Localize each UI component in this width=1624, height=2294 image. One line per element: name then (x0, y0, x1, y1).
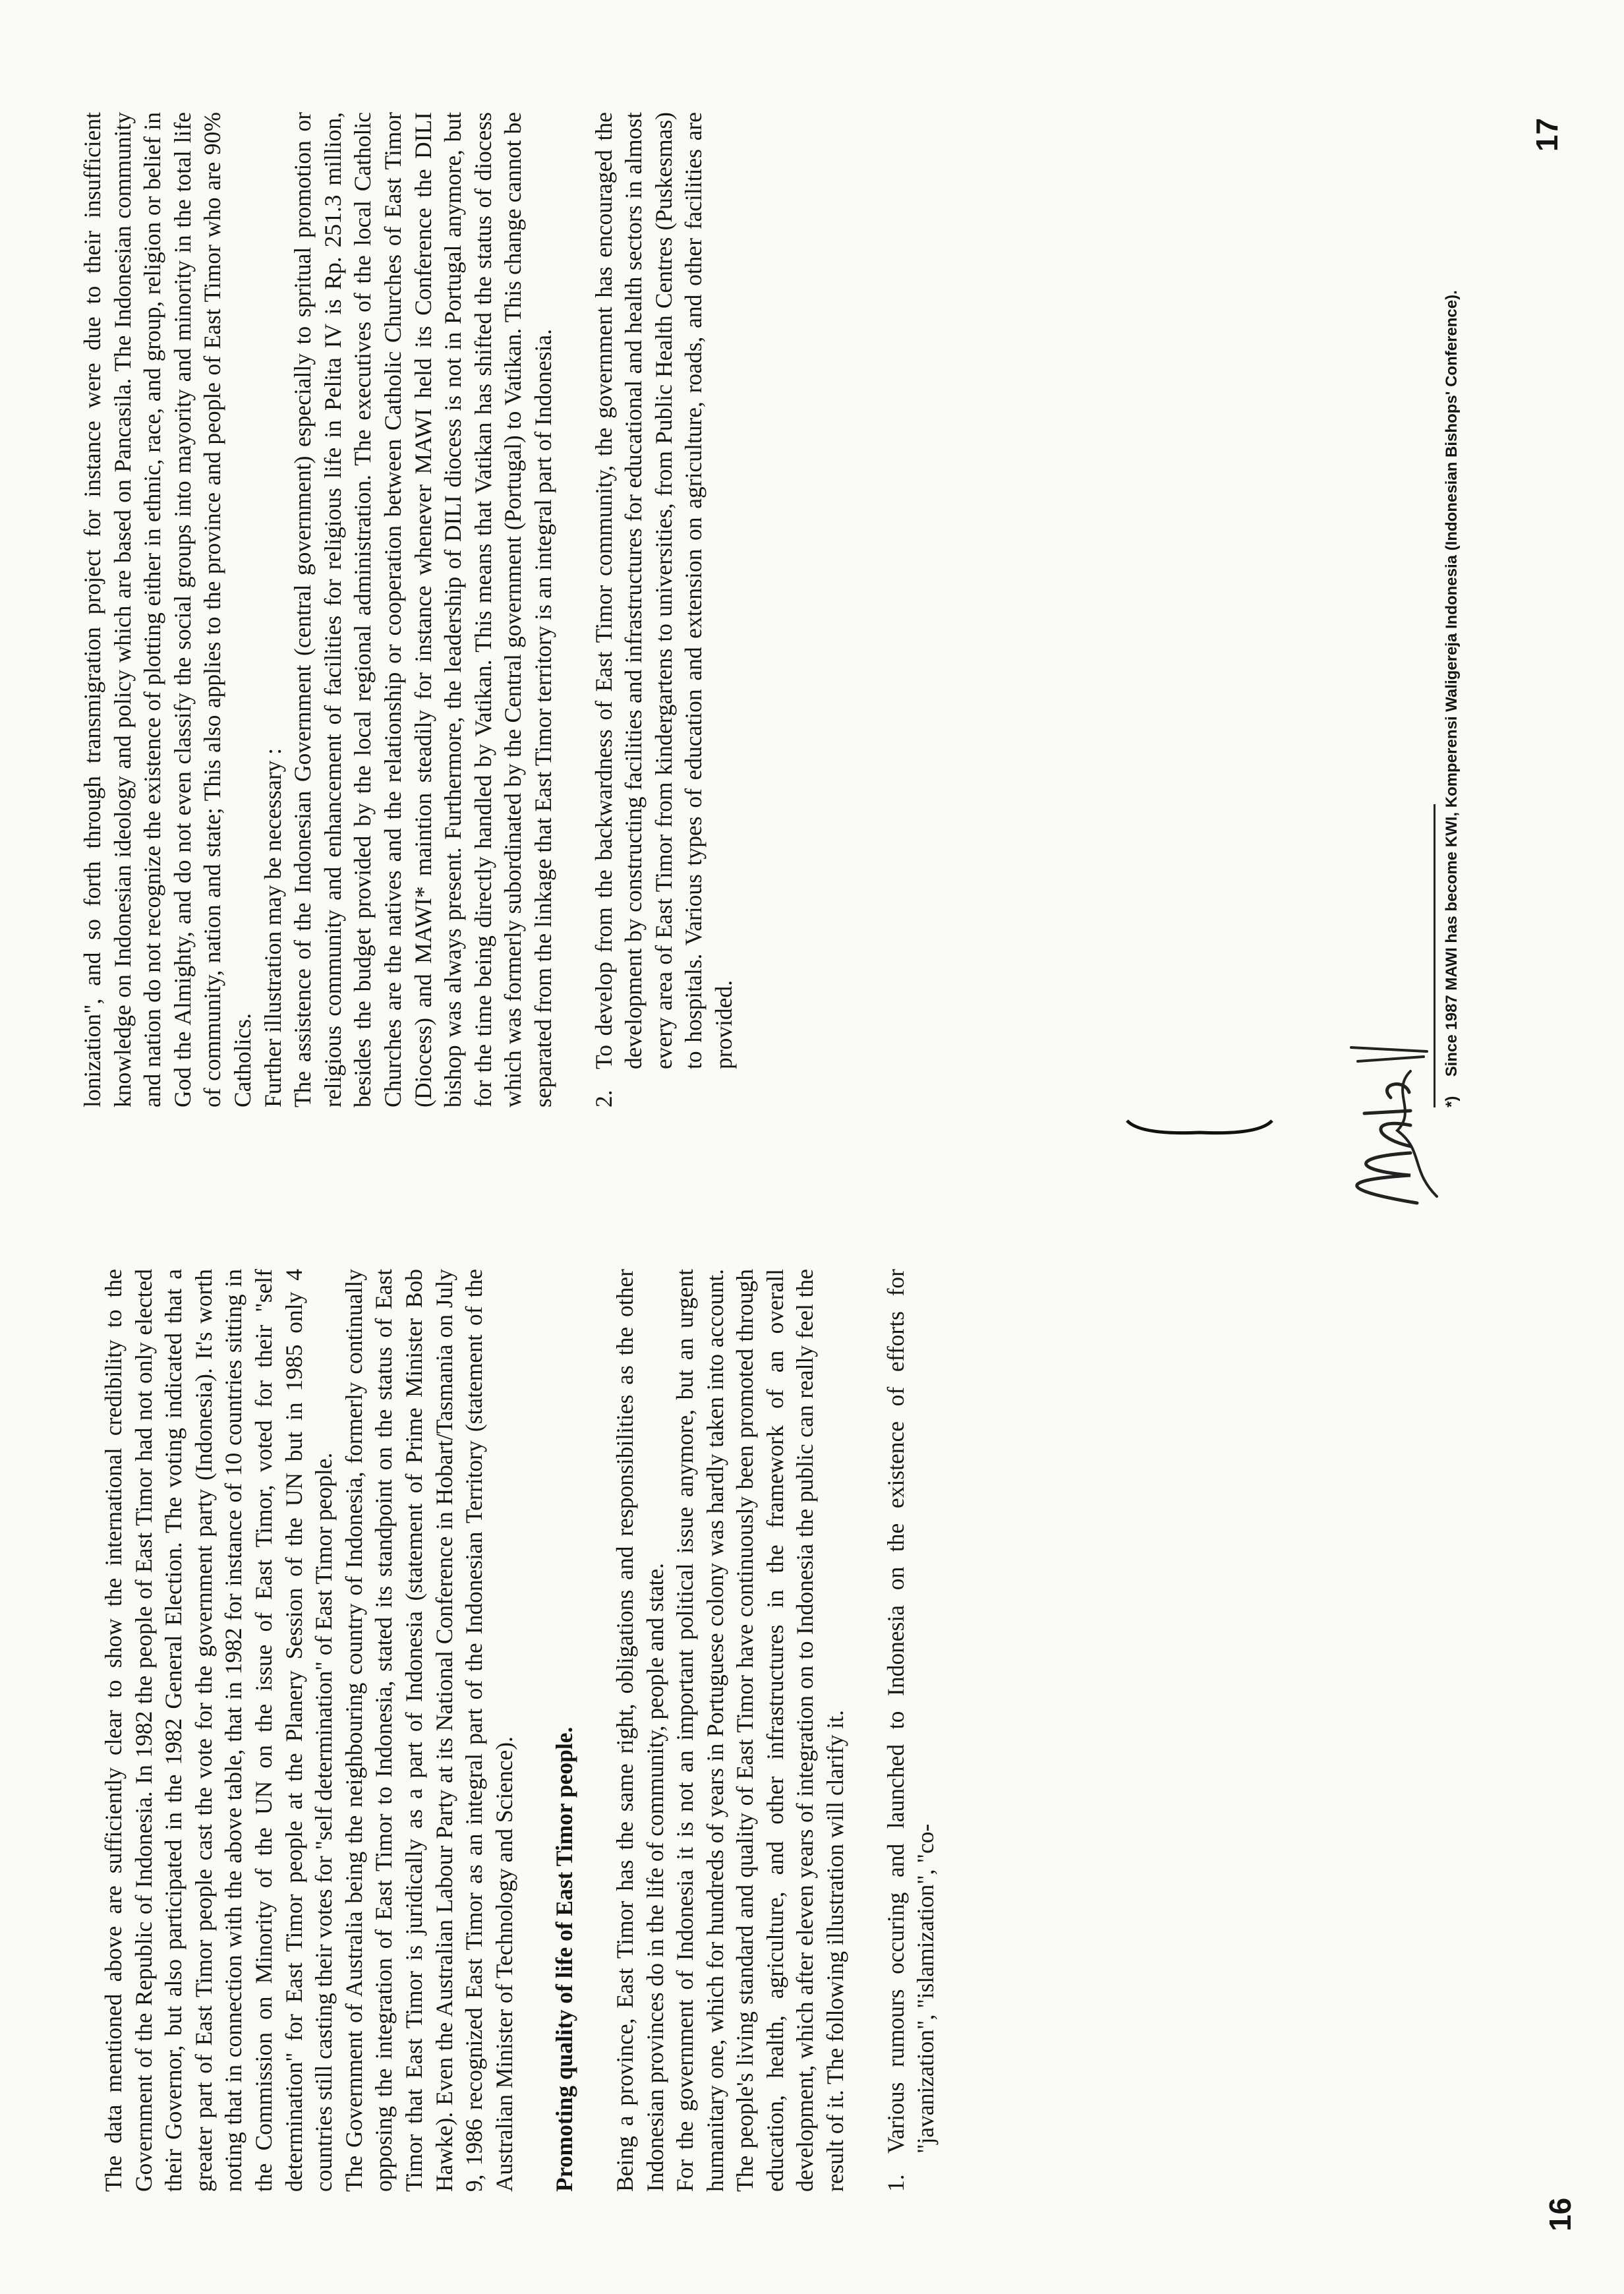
footnote (1442, 250, 1462, 1107)
list-item-2-number: 2. (590, 1090, 617, 1107)
left-paragraph-2: The Government of Australia being the neighbouring country of Indonesia, formerly continually opposing the integration of East Timor to Indonesia, stated its standpoint on the status of East Timor that East Timor is juridically as a part of Indonesia (statement of Prime Minister Bob Hawke). Even the Australian Labour Party at its National Conference in Hobart/Tasmania on July 9, 1986 recognized East Timor as an integral part of the Indonesian Territory (statement of the Australian Minister of Technology and Science). (340, 1269, 517, 2192)
page-number-right: 17 (1530, 117, 1564, 152)
footnote-mark: *) (1443, 1096, 1461, 1107)
list-item-2-text: To develop from the backwardness of East Timor community, the government has encouraged the development by constructing facilities and infrastructures for educational and health sectors in almost every area of East Timor from kindergartens to universities, from Public Health Centres (Puskesmas) to hospitals. Various types of education and extension on agriculture, roads, and other facilities are provided. (590, 112, 737, 1069)
handwritten-note-scribble (1312, 1038, 1443, 1210)
left-column (99, 1269, 941, 2192)
page-number-left: 16 (1543, 2197, 1577, 2231)
right-paragraph-2: Further illustration may be necessary : (259, 748, 286, 1107)
list-item-1-number: 1. (882, 2174, 909, 2192)
left-paragraph-1: The data mentioned above are sufficiently clear to show the international credibility to the Government of the Republic of Indonesia. In 1982 the people of East Timor had not only elected their Governor, but also participated in the 1982 General Election. The voting indicated that a greater part of East Timor people cast the vote for the government party (Indonesia). It's worth noting that in connection with the above table, that in 1982 for instance of 10 countries sitting in the Commission on Minority of the UN on the issue of East Timor, voted for their "self determination" for East Timor people at the Planery Session of the UN but in 1985 only 4 countries still casting their votes for "self determination" of East Timor people. (100, 1269, 337, 2192)
list-item-1 (881, 1269, 941, 2192)
right-paragraph-1: lonization", and so forth through transmigration project for instance were due to their insufficient knowledge on Indonesian ideology and policy which are based on Pancasila. The Indonesian community and nation do not recognize the existence of plotting either in ethnic, race, and group, religion or belief in God the Almighty, and do not even classify the social groups into mayority and minority in the total life of community, nation and state; This also applies to the province and people of East Timor who are 90% Catholics. (79, 112, 256, 1107)
section-heading: Promoting quality of life of East Timor people. (551, 1726, 578, 2192)
right-paragraph-3: The assistence of the Indonesian Government (central government) especially to spritual promotion or religious community and enhancement of facilities for religious life in Pelita IV is Rp. 251.3 million, besides the budget provided by the local regional administration. The executives of the local Catholic Churches are the natives and the relationship or cooperation between Catholic Churches of East Timor (Diocess) and MAWI* maintion steadily for instance whenever MAWI held its Conference the DILI bishop was always present. Furthermore, the leadership of DILI diocess is not in Portugal anymore, but for the time being directly handled by Vatikan. This means that Vatikan has shifted the status of diocess which was formerly subordinated by the Central government (Portugal) to Vatikan. This change cannot be separated from the linkage that East Timor territory is an integral part of Indonesia. (289, 112, 556, 1107)
margin-bracket-mark (1120, 1107, 1279, 1147)
list-item-1-text: Various rumours occuring and launched to Indonesia on the existence of efforts for "javanization", "islamization", "co- (882, 1269, 939, 2154)
right-column (78, 112, 739, 1107)
list-item-2 (589, 112, 740, 1107)
footnote-text: Since 1987 MAWI has become KWI, Komperensi Waligereja Indonesia (Indonesian Bishops' Conference). (1443, 290, 1461, 1077)
left-paragraph-4: For the government of Indonesia it is not an important political issue anymore, but an urgent humanitary one, which for hundreds of years in Portuguese colony was hardly taken into account. The people's living standard and quality of East Timor have continuously been promoted through education, health, agriculture, and other infrastructures in the framework of an overall development, which after eleven years of integration on to Indonesia the public can really feel the result of it. The following illustration will clarify it. (672, 1269, 849, 2192)
left-paragraph-3: Being a province, East Timor has the same right, obligations and responsibilities as the other Indonesian provinces do in the life of community, people and state. (611, 1269, 668, 2192)
